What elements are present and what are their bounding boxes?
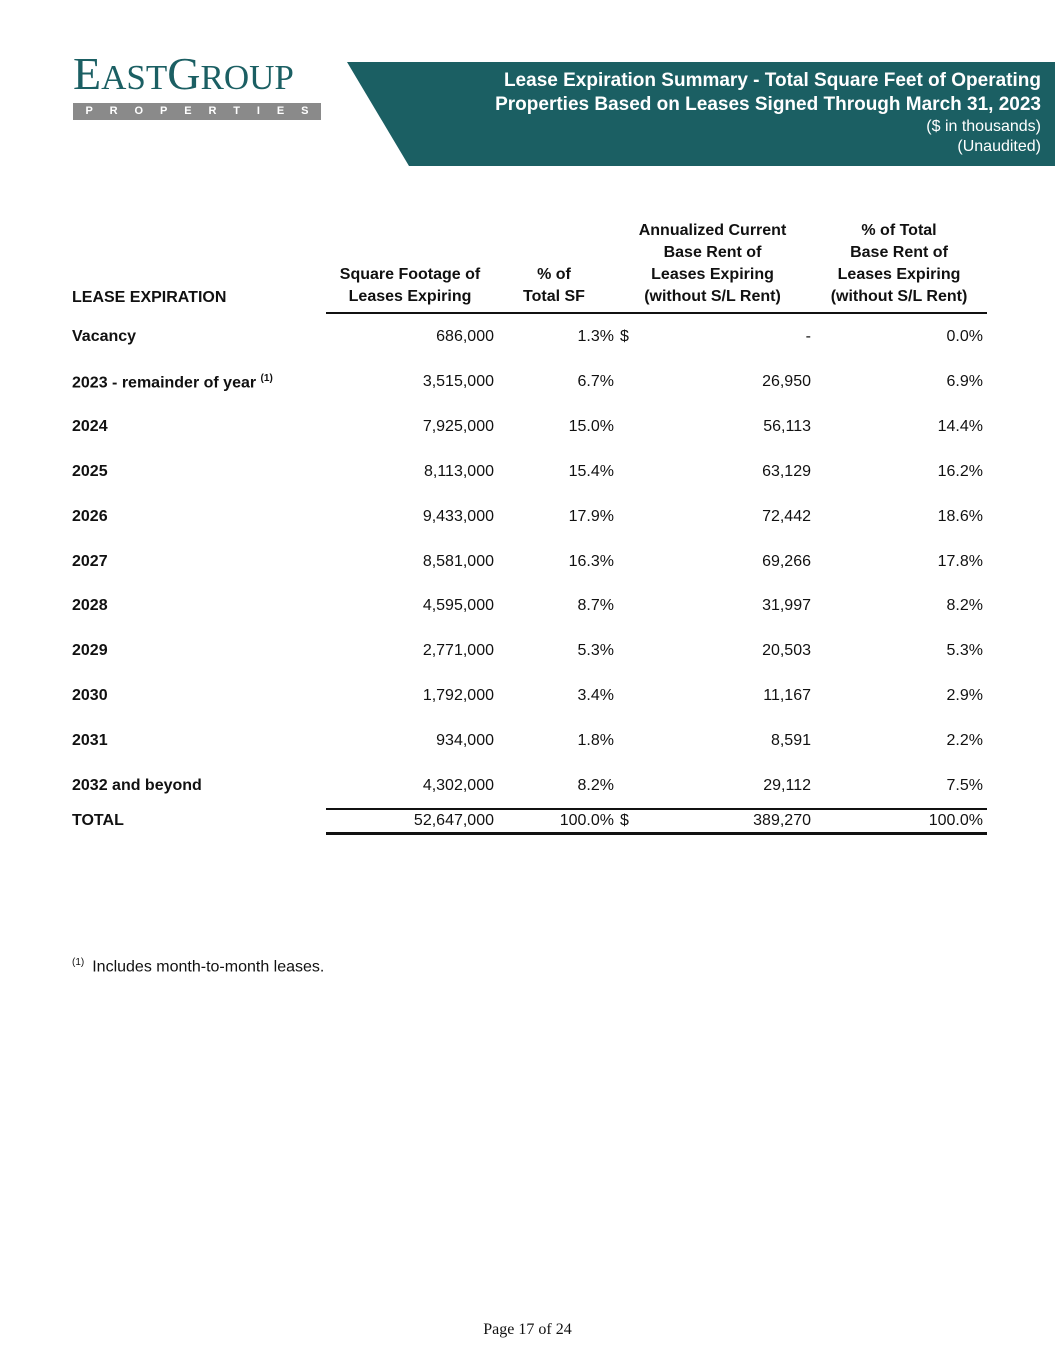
cell-pct-rent: 16.2% xyxy=(937,462,983,480)
table-row xyxy=(72,718,987,763)
row-label: 2031 xyxy=(72,731,108,749)
lease-expiration-table xyxy=(72,220,987,835)
table-row xyxy=(72,584,987,629)
cell-rent: - xyxy=(805,328,811,345)
cell-rent: 8,591 xyxy=(770,731,811,749)
row-label: 2028 xyxy=(72,597,108,615)
cell-sqft: 1,792,000 xyxy=(422,686,494,704)
cell-pct-sf: 5.3% xyxy=(577,642,614,660)
cell-pct-rent: 14.4% xyxy=(937,418,983,436)
table-row xyxy=(72,674,987,719)
table-row xyxy=(72,450,987,495)
table-row xyxy=(72,763,987,809)
cell-pct-rent: 18.6% xyxy=(937,507,983,525)
cell-sqft: 4,595,000 xyxy=(422,597,494,615)
cell-pct-rent: 8.2% xyxy=(946,597,983,615)
cell-sqft: 2,771,000 xyxy=(422,642,494,660)
row-label: 2024 xyxy=(72,418,108,436)
footnote xyxy=(72,957,324,976)
row-label: Vacancy xyxy=(72,327,137,345)
row-label: 2029 xyxy=(72,642,108,660)
cell-rent: 56,113 xyxy=(763,418,811,436)
col-header-sqft: Square Footage of Leases Expiring xyxy=(326,220,494,313)
logo-subtitle-bar: P R O P E R T I E S xyxy=(73,103,321,120)
banner-text xyxy=(495,69,1041,157)
footnote-text: Includes month-to-month leases. xyxy=(92,958,325,976)
cell-rent: 11,167 xyxy=(763,686,811,704)
total-sqft: 52,647,000 xyxy=(326,809,494,834)
cell-currency: $ xyxy=(620,328,629,345)
cell-pct-sf: 16.3% xyxy=(568,552,614,570)
cell-rent: 63,129 xyxy=(762,462,811,480)
row-label: 2026 xyxy=(72,507,108,525)
cell-pct-rent: 17.8% xyxy=(937,552,983,570)
total-currency: $ xyxy=(614,809,646,834)
row-label: 2027 xyxy=(72,552,108,570)
cell-sqft: 686,000 xyxy=(436,328,494,345)
title-banner xyxy=(347,62,1055,166)
cell-rent: 72,442 xyxy=(762,507,811,525)
cell-pct-sf: 17.9% xyxy=(568,507,614,525)
row-label: 2023 - remainder of year $^{(1)}$ xyxy=(72,372,273,392)
logo-wordmark: EASTGROUP xyxy=(73,48,294,99)
report-title-line2: Properties Based on Leases Signed Through March 31, 2023 xyxy=(495,94,1041,115)
cell-pct-rent: 2.9% xyxy=(946,686,983,704)
row-label: 2025 xyxy=(72,462,108,480)
cell-pct-sf: 6.7% xyxy=(577,373,614,391)
table-row xyxy=(72,539,987,584)
cell-pct-sf: 3.4% xyxy=(577,686,614,704)
table-row xyxy=(72,360,987,405)
footnote-marker: (1) xyxy=(72,957,85,968)
cell-pct-rent: 5.3% xyxy=(946,642,983,660)
page-number: Page 17 of 24 xyxy=(483,1321,572,1338)
unaudited-note: (Unaudited) xyxy=(957,138,1041,155)
total-row xyxy=(72,809,987,834)
cell-pct-sf: 8.2% xyxy=(577,776,614,794)
total-pct-sf: 100.0% xyxy=(494,809,614,834)
cell-rent: 20,503 xyxy=(762,642,811,660)
col-header-rent: Annualized Current Base Rent of Leases Expiring (without S/L Rent) xyxy=(614,220,811,313)
cell-pct-sf: 15.0% xyxy=(568,418,614,436)
total-pct-rent: 100.0% xyxy=(811,809,983,834)
cell-sqft: 8,113,000 xyxy=(424,462,494,480)
total-label: TOTAL xyxy=(72,812,124,830)
cell-sqft: 9,433,000 xyxy=(422,507,494,525)
cell-rent: 31,997 xyxy=(762,597,811,615)
table-row xyxy=(72,629,987,674)
footnote-ref: (1) xyxy=(260,372,273,384)
cell-sqft: 3,515,000 xyxy=(422,373,494,391)
company-logo xyxy=(73,48,323,120)
cell-sqft: 7,925,000 xyxy=(422,418,494,436)
table-row xyxy=(72,313,987,360)
cell-rent: 69,266 xyxy=(762,552,811,570)
cell-pct-rent: 0.0% xyxy=(946,328,983,345)
report-title-line1: Lease Expiration Summary - Total Square Feet of Operating xyxy=(503,70,1041,91)
cell-pct-sf: 1.8% xyxy=(577,731,614,749)
table-row xyxy=(72,494,987,539)
cell-pct-rent: 7.5% xyxy=(946,776,983,794)
cell-pct-rent: 6.9% xyxy=(946,373,983,391)
cell-rent: 29,112 xyxy=(763,776,811,794)
table-row xyxy=(72,405,987,450)
cell-pct-sf: 1.3% xyxy=(577,328,614,345)
cell-pct-sf: 15.4% xyxy=(568,462,614,480)
header-row xyxy=(72,220,987,313)
cell-sqft: 934,000 xyxy=(436,731,494,749)
units-note: ($ in thousands) xyxy=(926,118,1041,135)
cell-pct-rent: 2.2% xyxy=(946,731,983,749)
total-rent: 389,270 xyxy=(646,809,811,834)
cell-sqft: 4,302,000 xyxy=(422,776,494,794)
cell-pct-sf: 8.7% xyxy=(577,597,614,615)
cell-rent: 26,950 xyxy=(762,373,811,391)
row-label: 2030 xyxy=(72,686,108,704)
col-header-pct-rent: % of Total Base Rent of Leases Expiring (without S/L Rent) xyxy=(811,220,987,313)
cell-sqft: 8,581,000 xyxy=(422,552,494,570)
row-label: 2032 and beyond xyxy=(72,777,202,795)
col-header-lease-expiration: LEASE EXPIRATION xyxy=(72,289,227,306)
col-header-pct-sf: % of Total SF xyxy=(494,220,614,313)
